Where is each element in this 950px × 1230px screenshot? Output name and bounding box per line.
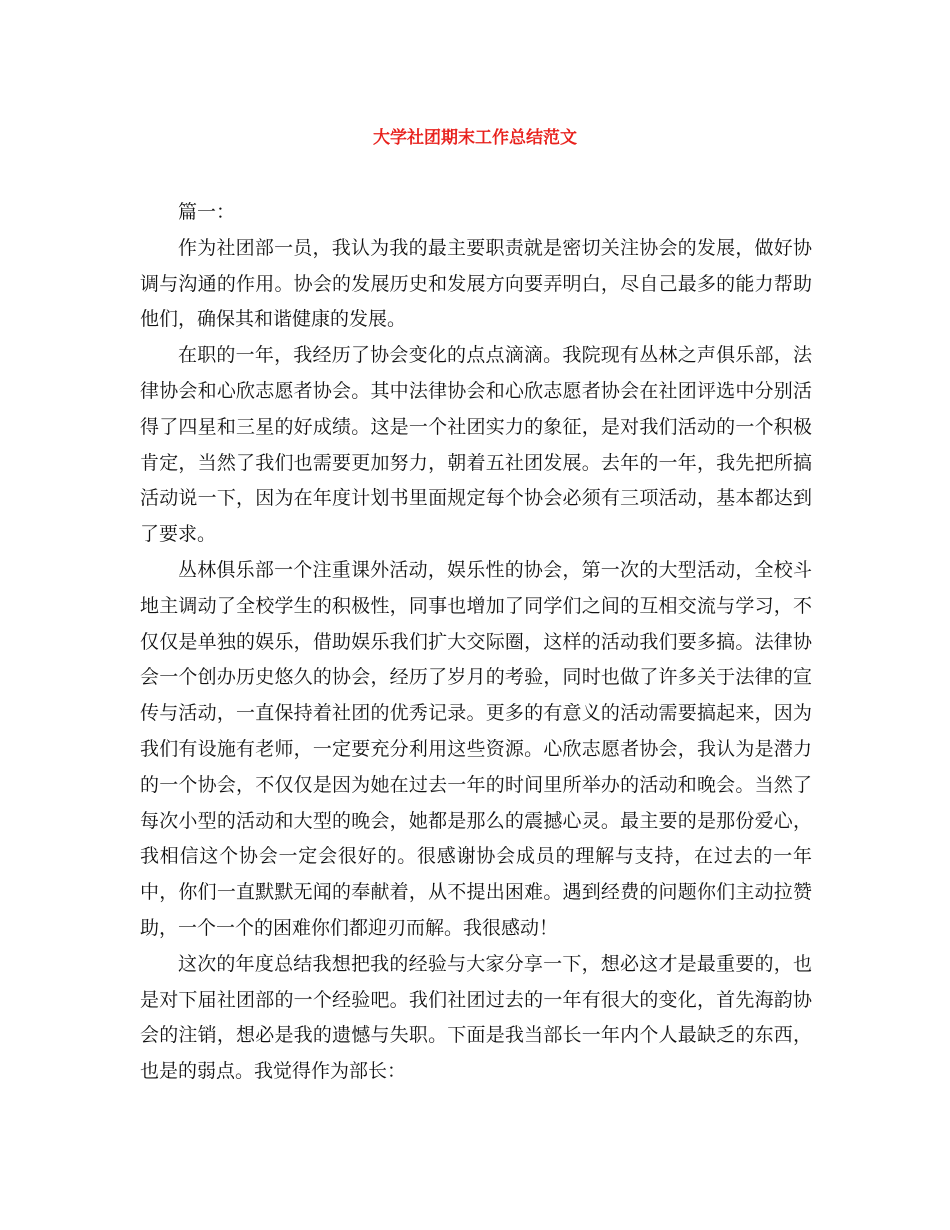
- document-title: 大学社团期末工作总结范文: [373, 128, 577, 148]
- paragraph-4: 这次的年度总结我想把我的经验与大家分享一下，想必这才是最重要的，也是对下届社团部的一个经验吧。我们社团过去的一年有很大的变化，首先海韵协会的注销，想必是我的遗憾与失职。下面是我当部长一年内个人最缺乏的东西，也是的弱点。我觉得作为部长：: [140, 952, 812, 1083]
- paragraph-heading: 篇一：: [178, 201, 236, 223]
- document-body: [140, 195, 812, 1090]
- paragraph-3: 丛林俱乐部一个注重课外活动，娱乐性的协会，第一次的大型活动，全校斗地主调动了全校学生的积极性，同事也增加了同学们之间的互相交流与学习，不仅仅是单独的娱乐，借助娱乐我们扩大交际圈，这样的活动我们要多搞。法律协会一个创办历史悠久的协会，经历了岁月的考验，同时也做了许多关于法律的宣传与活动，一直保持着社团的优秀记录。更多的有意义的活动需要搞起来，因为我们有设施有老师，一定要充分利用这些资源。心欣志愿者协会，我认为是潜力的一个协会，不仅仅是因为她在过去一年的时间里所举办的活动和晚会。当然了每次小型的活动和大型的晚会，她都是那么的震撼心灵。最主要的是那份爱心，我相信这个协会一定会很好的。很感谢协会成员的理解与支持，在过去的一年中，你们一直默默无闻的奉献着，从不提出困难。遇到经费的问题你们主动拉赞助，一个一个的困难你们都迎刃而解。我很感动！: [140, 558, 812, 939]
- paragraph-1: 作为社团部一员，我认为我的最主要职责就是密切关注协会的发展，做好协调与沟通的作用。协会的发展历史和发展方向要弄明白，尽自己最多的能力帮助他们，确保其和谐健康的发展。: [140, 236, 812, 331]
- paragraph-2: 在职的一年，我经历了协会变化的点点滴滴。我院现有丛林之声俱乐部，法律协会和心欣志愿者协会。其中法律协会和心欣志愿者协会在社团评选中分别活得了四星和三星的好成绩。这是一个社团实力的象征，是对我们活动的一个积极肯定，当然了我们也需要更加努力，朝着五社团发展。去年的一年，我先把所搞活动说一下，因为在年度计划书里面规定每个协会必须有三项活动，基本都达到了要求。: [140, 344, 812, 546]
